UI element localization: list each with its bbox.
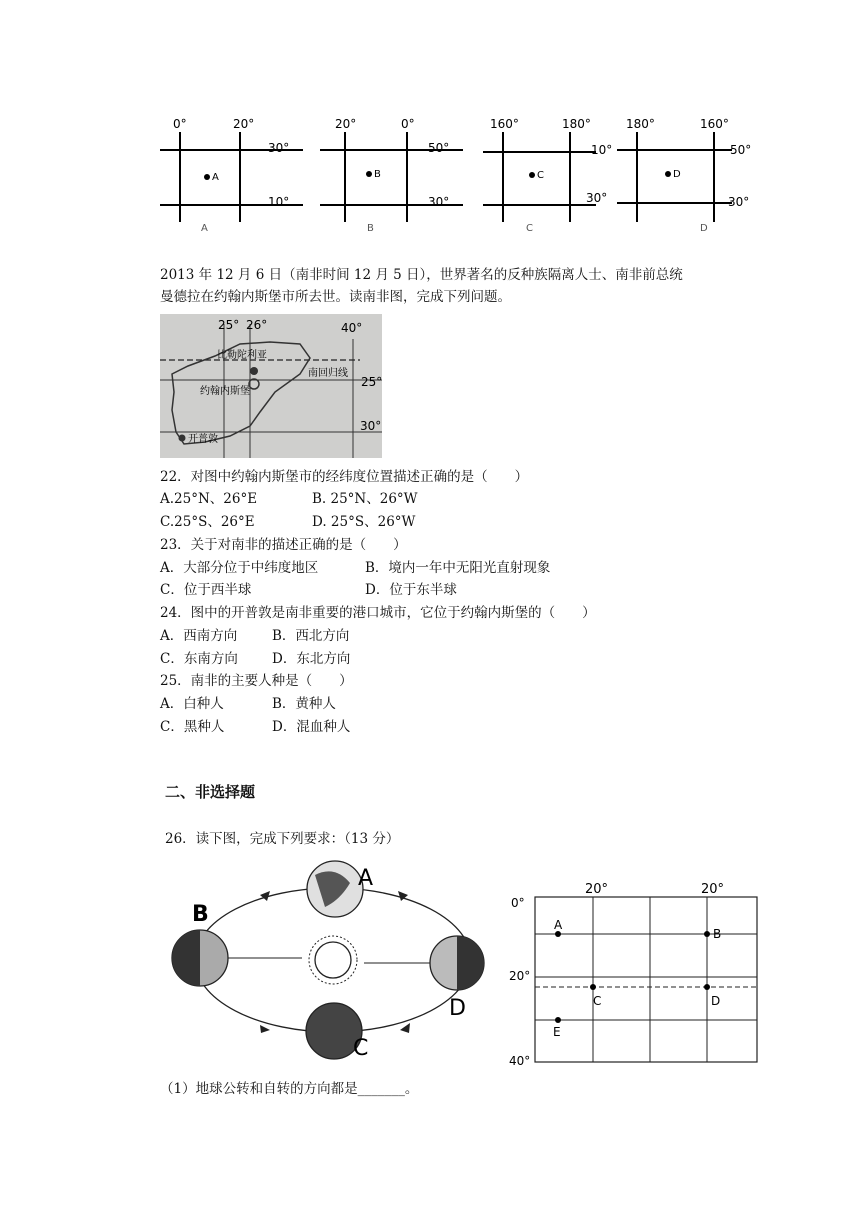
question-23-option-d: D．位于东半球: [365, 582, 457, 598]
grid2-lon-left: 20°: [585, 882, 609, 897]
map-label-tropic: 南回归线: [308, 368, 348, 379]
south-africa-map: [160, 314, 382, 458]
grid-a-point: A: [212, 172, 219, 183]
question-24-option-a: A．西南方向: [160, 628, 238, 644]
grid-c-point: C: [537, 170, 544, 181]
grid2-lat-20: 20°: [509, 969, 531, 983]
grid-figure-a: [155, 110, 305, 235]
map-label-pretoria: 比勒陀利亚: [217, 350, 267, 361]
grid-b-lon-2: 0°: [401, 117, 415, 131]
grid-figure-c: [478, 110, 628, 235]
orbit-label-a: A: [358, 866, 374, 891]
question-22-option-a: A.25°N、26°E: [160, 491, 258, 507]
question-23-option-b: B．境内一年中无阳光直射现象: [365, 560, 551, 576]
grid-b-point: B: [374, 169, 381, 180]
question-25-option-d: D．混血种人: [272, 719, 351, 735]
question-25-option-a: A．白种人: [160, 696, 224, 712]
grid-c-lat-bottom: 30°: [586, 191, 608, 205]
map-lat-30: 30°: [360, 419, 382, 433]
grid-a-lon-2: 20°: [233, 117, 255, 131]
grid2-point-e: E: [553, 1025, 561, 1039]
latitude-grid-diagram: [505, 880, 765, 1072]
earth-orbit-diagram: [160, 855, 490, 1075]
grid-d-lon-2: 160°: [700, 117, 729, 131]
grid-d-lat-bottom: 30°: [728, 195, 750, 209]
grid-c-lon-1: 160°: [490, 117, 519, 131]
grid-c-lon-2: 180°: [562, 117, 591, 131]
map-lat-25: 25°: [361, 375, 382, 389]
question-23-stem: 23．关于对南非的描述正确的是（ ）: [160, 537, 407, 553]
grid2-point-c: C: [593, 994, 602, 1008]
grid-a-lon-1: 0°: [173, 117, 187, 131]
intro-line-2: 曼德拉在约翰内斯堡市所去世。读南非图，完成下列问题。: [160, 289, 511, 305]
grid-a-caption: A: [201, 223, 208, 234]
question-23-option-a: A．大部分位于中纬度地区: [160, 560, 319, 576]
grid2-point-d: D: [711, 994, 721, 1008]
question-24-option-b: B．西北方向: [272, 628, 350, 644]
grid-d-lat-top: 50°: [730, 143, 752, 157]
grid-a-lat-bottom: 10°: [268, 195, 290, 209]
grid-a-lat-top: 30°: [268, 141, 290, 155]
grid2-lat-40: 40°: [509, 1054, 531, 1068]
grid2-point-b: B: [713, 927, 722, 941]
question-25-stem: 25．南非的主要人种是（ ）: [160, 673, 353, 689]
question-24-option-d: D．东北方向: [272, 651, 351, 667]
grid2-lat-0: 0°: [511, 896, 525, 910]
grid-b-lon-1: 20°: [335, 117, 357, 131]
grid-c-caption: C: [526, 223, 533, 234]
grid-d-caption: D: [700, 223, 708, 234]
orbit-label-c: C: [353, 1036, 369, 1061]
grid-figure-d: [612, 110, 762, 235]
grid-b-caption: B: [367, 223, 374, 234]
question-23-option-c: C．位于西半球: [160, 582, 252, 598]
map-lon-25: 25°: [218, 318, 240, 332]
question-25-option-b: B．黄种人: [272, 696, 336, 712]
orbit-label-b: B: [192, 902, 209, 927]
map-lon-40: 40°: [341, 321, 363, 335]
grid-b-lat-bottom: 30°: [428, 195, 450, 209]
grid-d-point: D: [673, 169, 681, 180]
question-26-sub-1: （1）地球公转和自转的方向都是_______。: [160, 1081, 419, 1097]
question-24-option-c: C．东南方向: [160, 651, 238, 667]
grid2-lon-right: 20°: [701, 882, 725, 897]
grid-b-lat-top: 50°: [428, 141, 450, 155]
grid-d-lon-1: 180°: [626, 117, 655, 131]
question-25-option-c: C．黑种人: [160, 719, 225, 735]
grid-c-lat-top: 10°: [591, 143, 613, 157]
question-22-option-d: D. 25°S、26°W: [312, 514, 416, 530]
map-lon-26: 26°: [246, 318, 268, 332]
question-22-option-b: B. 25°N、26°W: [312, 491, 418, 507]
map-label-johannesburg: 约翰内斯堡: [200, 386, 250, 397]
question-26-stem: 26．读下图，完成下列要求：（13 分）: [165, 831, 400, 847]
question-22-stem: 22．对图中约翰内斯堡市的经纬度位置描述正确的是（ ）: [160, 469, 529, 485]
intro-line-1: 2013 年 12 月 6 日（南非时间 12 月 5 日），世界著名的反种族隔离人士、南非前总统: [160, 267, 683, 283]
grid-figure-b: [315, 110, 465, 235]
section-2-title: 二、非选择题: [165, 783, 256, 801]
orbit-label-d: D: [449, 996, 466, 1021]
map-label-capetown: 开普敦: [188, 434, 218, 445]
grid2-point-a: A: [554, 918, 563, 932]
question-24-stem: 24．图中的开普敦是南非重要的港口城市，它位于约翰内斯堡的（ ）: [160, 605, 596, 621]
question-22-option-c: C.25°S、26°E: [160, 514, 255, 530]
